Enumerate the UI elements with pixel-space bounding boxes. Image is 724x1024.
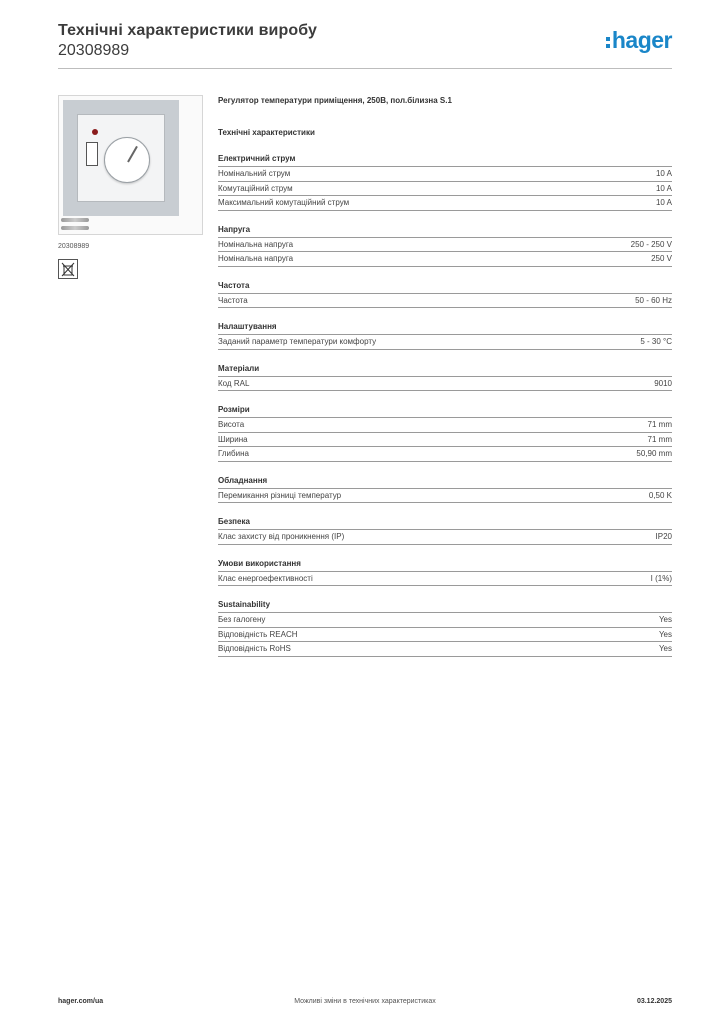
spec-label: Частота xyxy=(218,295,248,305)
spec-group-title: Налаштування xyxy=(218,322,672,335)
spec-groups xyxy=(218,154,672,657)
thermostat-face xyxy=(77,114,165,202)
product-name: Регулятор температури приміщення, 250В, пол.білизна S.1 xyxy=(218,96,452,105)
spec-value: IP20 xyxy=(655,532,672,541)
spec-value: 10 A xyxy=(655,183,672,193)
spec-label: Відповідність RoHS xyxy=(218,644,291,653)
spec-group xyxy=(218,281,672,309)
product-image xyxy=(58,95,203,235)
spec-row xyxy=(218,628,672,643)
image-caption: 20308989 xyxy=(58,243,90,250)
spec-label: Глибина xyxy=(218,449,249,458)
product-code: 20308989 xyxy=(58,42,130,59)
page-header xyxy=(58,22,672,70)
screw-icon xyxy=(61,218,89,222)
spec-group xyxy=(218,517,672,545)
disposal-bin-icon xyxy=(58,259,78,279)
logo-dots-icon xyxy=(606,37,610,48)
spec-value: 250 - 250 V xyxy=(630,239,672,249)
spec-row xyxy=(218,613,672,628)
spec-value: 50,90 mm xyxy=(636,449,672,458)
spec-value: 5 - 30 °C xyxy=(640,337,672,346)
spec-value: 0,50 K xyxy=(648,490,672,500)
spec-group xyxy=(218,559,672,587)
spec-row xyxy=(218,238,672,253)
spec-value: Yes xyxy=(658,644,672,653)
spec-label: Максимальний комутаційний струм xyxy=(218,198,350,207)
spec-group-title: Обладнання xyxy=(218,476,672,489)
spec-group-title: Розміри xyxy=(218,405,672,418)
spec-value: 71 mm xyxy=(647,420,672,429)
spec-label: Клас енергоефективності xyxy=(218,573,313,583)
footer-website-link[interactable]: hager.com/ua xyxy=(58,998,104,1005)
spec-group-title: Безпека xyxy=(218,517,672,530)
spec-group xyxy=(218,225,672,267)
spec-value: 250 V xyxy=(651,254,672,263)
spec-label: Номінальний струм xyxy=(218,169,291,178)
page-title: Технічні характеристики виробу xyxy=(58,22,317,39)
spec-label: Номінальна напруга xyxy=(218,254,294,263)
indicator-led-icon xyxy=(92,129,98,135)
spec-value: 10 A xyxy=(655,198,672,207)
spec-group xyxy=(218,476,672,504)
spec-value: 9010 xyxy=(654,378,672,388)
spec-group xyxy=(218,364,672,392)
spec-group-title: Електричний струм xyxy=(218,154,672,167)
spec-row xyxy=(218,252,672,267)
header-divider xyxy=(58,68,672,69)
spec-row xyxy=(218,489,672,504)
spec-label: Номінальна напруга xyxy=(218,239,294,249)
spec-row xyxy=(218,530,672,545)
spec-value: Yes xyxy=(658,629,672,639)
logo-text: hager xyxy=(611,27,672,53)
spec-row xyxy=(218,418,672,433)
spec-value: 71 mm xyxy=(647,434,672,444)
spec-group-title: Частота xyxy=(218,281,672,294)
spec-label: Відповідність REACH xyxy=(218,629,298,639)
spec-value: Yes xyxy=(658,615,672,624)
spec-row xyxy=(218,167,672,182)
spec-row xyxy=(218,196,672,211)
spec-row xyxy=(218,642,672,657)
spec-row xyxy=(218,377,672,392)
spec-label: Ширина xyxy=(218,434,248,444)
screw-icon xyxy=(61,226,89,230)
spec-label: Комутаційний струм xyxy=(218,183,293,193)
spec-value: I (1%) xyxy=(650,573,672,583)
footer-date: 03.12.2025 xyxy=(636,998,672,1005)
temperature-dial-icon xyxy=(104,137,150,183)
spec-row xyxy=(218,294,672,309)
spec-row xyxy=(218,335,672,350)
spec-row xyxy=(218,433,672,448)
spec-label: Перемикання різниці температур xyxy=(218,490,342,500)
spec-label: Висота xyxy=(218,420,245,429)
spec-group xyxy=(218,405,672,462)
spec-group-title: Напруга xyxy=(218,225,672,238)
spec-row xyxy=(218,447,672,462)
spec-label: Клас захисту від проникнення (IP) xyxy=(218,532,345,541)
spec-row xyxy=(218,572,672,587)
hager-logo[interactable] xyxy=(606,28,672,52)
spec-label: Без галогену xyxy=(218,615,266,624)
specifications xyxy=(218,96,672,657)
spec-group xyxy=(218,322,672,350)
spec-label: Код RAL xyxy=(218,378,250,388)
product-image-column xyxy=(58,95,203,279)
spec-group-title: Умови використання xyxy=(218,559,672,572)
spec-group xyxy=(218,154,672,211)
spec-group xyxy=(218,600,672,657)
footer-notice: Можливі зміни в технічних характеристиках xyxy=(294,998,436,1005)
spec-group-title: Матеріали xyxy=(218,364,672,377)
spec-label: Заданий параметр температури комфорту xyxy=(218,337,377,346)
spec-value: 10 A xyxy=(655,169,672,178)
spec-group-title: Sustainability xyxy=(218,600,672,613)
spec-row xyxy=(218,182,672,197)
thermostat-frame xyxy=(63,100,179,216)
section-title: Технічні характеристики xyxy=(218,128,315,137)
spec-value: 50 - 60 Hz xyxy=(635,295,672,305)
rocker-switch-icon xyxy=(86,142,98,166)
